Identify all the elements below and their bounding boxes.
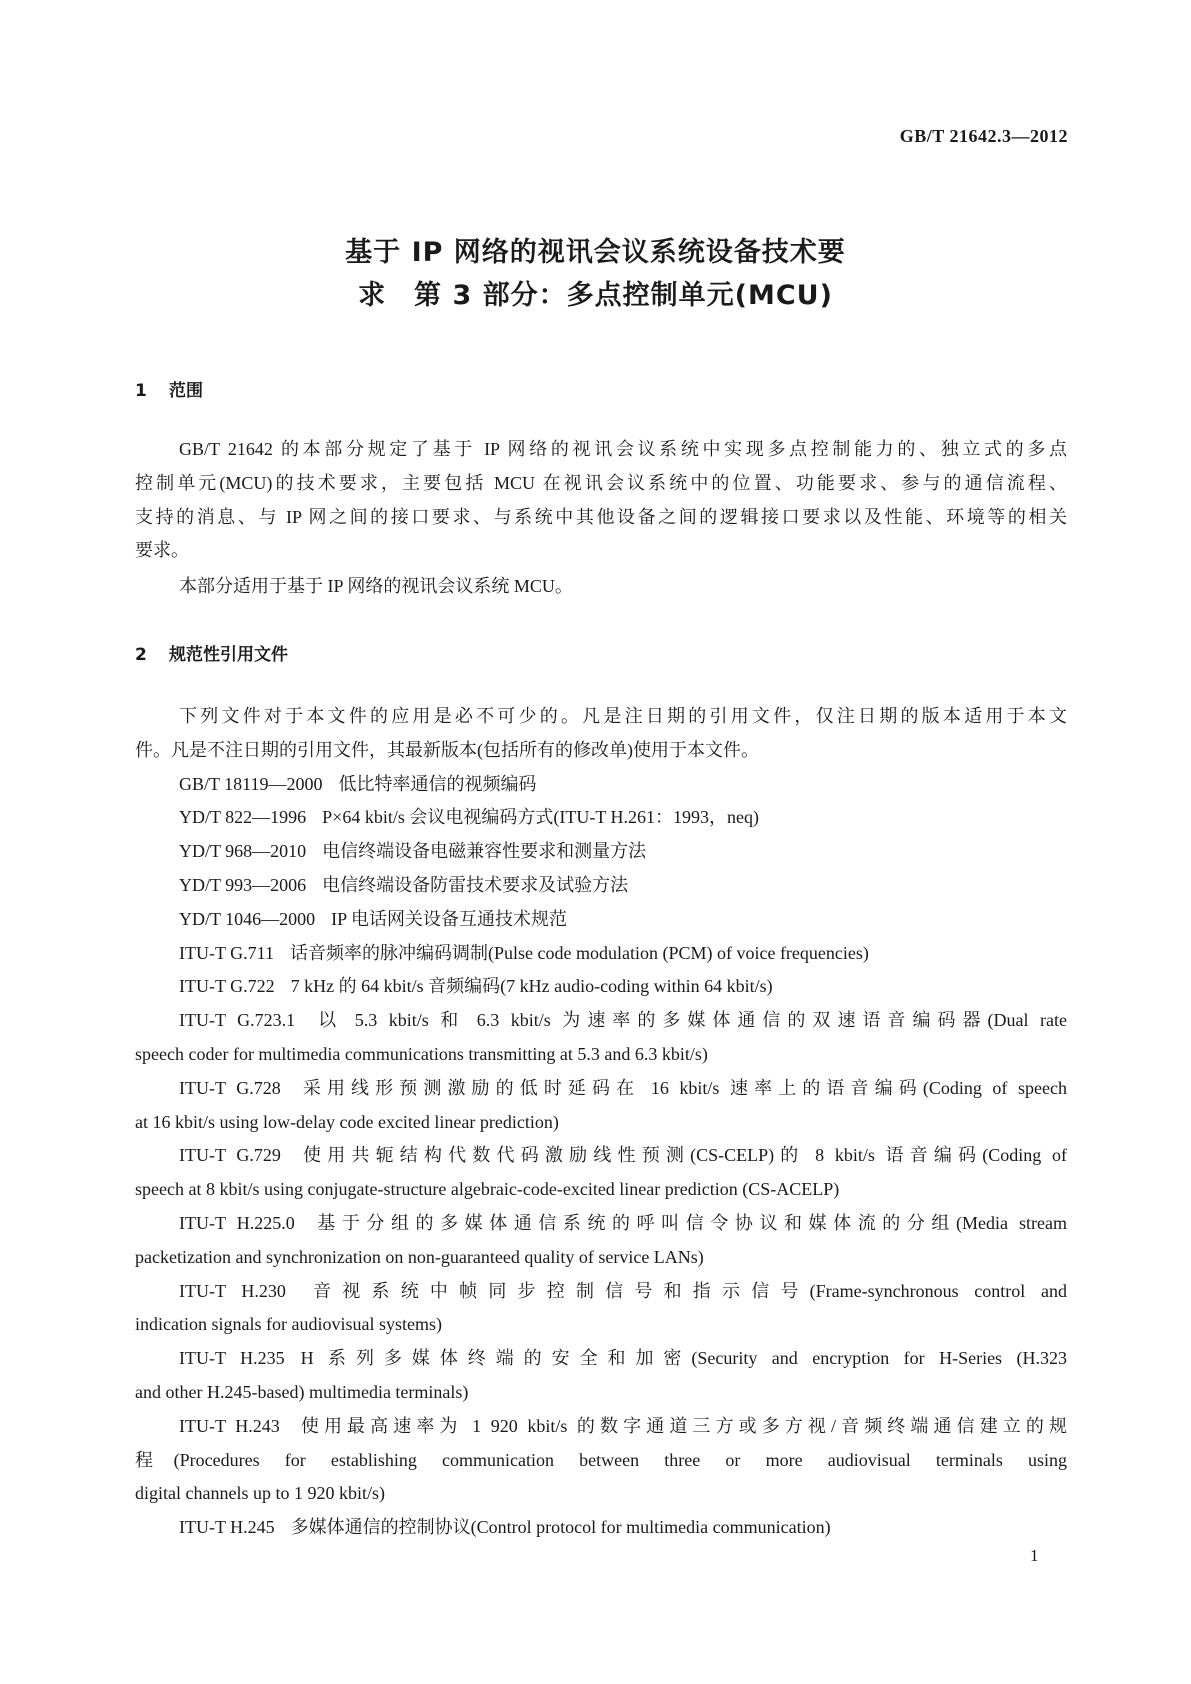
text-line xyxy=(179,1003,1067,1037)
reference-code: YD/T 968—2010 xyxy=(179,841,307,862)
text-line: GB/T 21642 的本部分规定了基于 IP 网络的视讯会议系统中实现多点控制能力的、独立式的多点 xyxy=(179,439,1067,459)
reference-title: 以 5.3 kbit/s 和 6.3 kbit/s 为速率的多媒体通信的双速语音编码器(Dual rate xyxy=(311,1010,1067,1031)
reference-title: IP 电话网关设备互通技术规范 xyxy=(331,908,568,929)
text-line: 下列文件对于本文件的应用是必不可少的。凡是注日期的引用文件，仅注日期的版本适用于本文 xyxy=(179,706,1067,726)
reference-code: YD/T 993—2006 xyxy=(179,875,307,895)
reference-code: ITU-T G.728 xyxy=(179,1077,281,1098)
text-line xyxy=(179,767,537,801)
reference-title: 使用共轭结构代数代码激励线性预测(CS-CELP)的 8 kbit/s 语音编码(Coding of xyxy=(296,1145,1067,1166)
reference-title: 电信终端设备防雷技术要求及试验方法 xyxy=(322,875,629,895)
section-1-heading xyxy=(135,376,203,401)
text-line: at 16 kbit/s using low-delay code excited linear prediction) xyxy=(135,1111,559,1132)
reference-title: 多媒体通信的控制协议(Control protocol for multimedia communication) xyxy=(290,1517,831,1538)
reference-title: 低比特率通信的视频编码 xyxy=(338,773,537,794)
reference-code: ITU-T G.723.1 xyxy=(179,1010,296,1031)
reference-code: ITU-T H.225.0 xyxy=(179,1213,295,1233)
text-line: 支持的消息、与 IP 网之间的接口要求、与系统中其他设备之间的逻辑接口要求以及性能、环境等的相关 xyxy=(135,506,1067,527)
section-2-heading xyxy=(135,640,288,665)
reference-code: ITU-T H.243 xyxy=(179,1415,280,1436)
reference-code: ITU-T H.230 xyxy=(179,1280,286,1301)
text-line xyxy=(179,800,759,834)
text-line: packetization and synchronization on non-guaranteed quality of service LANs) xyxy=(135,1246,704,1267)
text-line: speech at 8 kbit/s using conjugate-structure algebraic-code-excited linear prediction (CS-ACELP) xyxy=(135,1179,840,1200)
reference-title: 采用线形预测激励的低时延码在 16 kbit/s 速率上的语音编码(Coding of speech xyxy=(296,1077,1067,1098)
document-title-line-1: 基于 IP 网络的视讯会议系统设备技术要 xyxy=(345,237,846,268)
text-line xyxy=(179,1071,1067,1105)
reference-title: 7 kHz 的 64 kbit/s 音频编码(7 kHz audio-coding within 64 kbit/s) xyxy=(290,976,773,997)
text-line: and other H.245-based) multimedia terminals) xyxy=(135,1382,469,1402)
reference-code: ITU-T H.235 xyxy=(179,1348,285,1369)
reference-code: ITU-T G.729 xyxy=(179,1145,281,1166)
text-line xyxy=(179,1409,1067,1443)
reference-title: 电信终端设备电磁兼容性要求和测量方法 xyxy=(322,841,647,862)
text-line: speech coder for multimedia communications transmitting at 5.3 and 6.3 kbit/s) xyxy=(135,1044,708,1064)
text-line: 程(Procedures for establishing communication between three or more audiovisual terminals using xyxy=(135,1449,1067,1470)
reference-title: 话音频率的脉冲编码调制(Pulse code modulation (PCM) of voice frequencies) xyxy=(289,942,869,963)
text-line: digital channels up to 1 920 kbit/s) xyxy=(135,1483,385,1504)
standard-number: GB/T 21642.3—2012 xyxy=(899,126,1068,146)
text-line xyxy=(179,936,869,970)
text-line xyxy=(179,834,646,868)
text-line xyxy=(179,868,628,902)
reference-code: ITU-T G.722 xyxy=(179,976,275,997)
reference-code: YD/T 1046—2000 xyxy=(179,908,316,929)
reference-title: 使用最高速率为 1 920 kbit/s 的数字通道三方或多方视/音频终端通信建立的规 xyxy=(295,1415,1067,1436)
section-title: 范围 xyxy=(169,381,203,401)
text-line: 件。凡是不注日期的引用文件，其最新版本(包括所有的修改单)使用于本文件。 xyxy=(135,739,759,760)
reference-code: ITU-T H.245 xyxy=(179,1517,275,1538)
reference-code: GB/T 18119—2000 xyxy=(179,773,323,794)
text-line: 要求。 xyxy=(135,540,189,561)
text-line: indication signals for audiovisual systems) xyxy=(135,1314,442,1335)
reference-title: H 系列多媒体终端的安全和加密(Security and encryption for H-Series (H.323 xyxy=(300,1348,1067,1369)
reference-title: 音视系统中帧同步控制信号和指示信号(Frame-synchronous control and xyxy=(301,1280,1067,1301)
text-line xyxy=(179,1206,1067,1240)
section-title: 规范性引用文件 xyxy=(169,645,288,665)
reference-title: 基于分组的多媒体通信系统的呼叫信令协议和媒体流的分组(Media stream xyxy=(310,1213,1067,1233)
section-number: 1 xyxy=(135,381,147,401)
text-line xyxy=(179,1138,1067,1172)
page-number: 1 xyxy=(1030,1546,1039,1565)
reference-title: P×64 kbit/s 会议电视编码方式(ITU-T H.261：1993，neq) xyxy=(322,807,759,828)
text-line xyxy=(179,969,773,1003)
text-line xyxy=(179,902,567,936)
reference-code: YD/T 822—1996 xyxy=(179,807,307,828)
text-line: 控制单元(MCU)的技术要求，主要包括 MCU 在视讯会议系统中的位置、功能要求、参与的通信流程、 xyxy=(135,472,1067,493)
text-line xyxy=(179,1341,1067,1375)
text-line xyxy=(179,1510,831,1544)
reference-code: ITU-T G.711 xyxy=(179,942,274,963)
text-line: 本部分适用于基于 IP 网络的视讯会议系统 MCU。 xyxy=(179,576,573,596)
text-line xyxy=(179,1274,1067,1308)
document-title-line-2: 求 第 3 部分：多点控制单元(MCU) xyxy=(358,280,833,311)
section-number: 2 xyxy=(135,645,147,665)
